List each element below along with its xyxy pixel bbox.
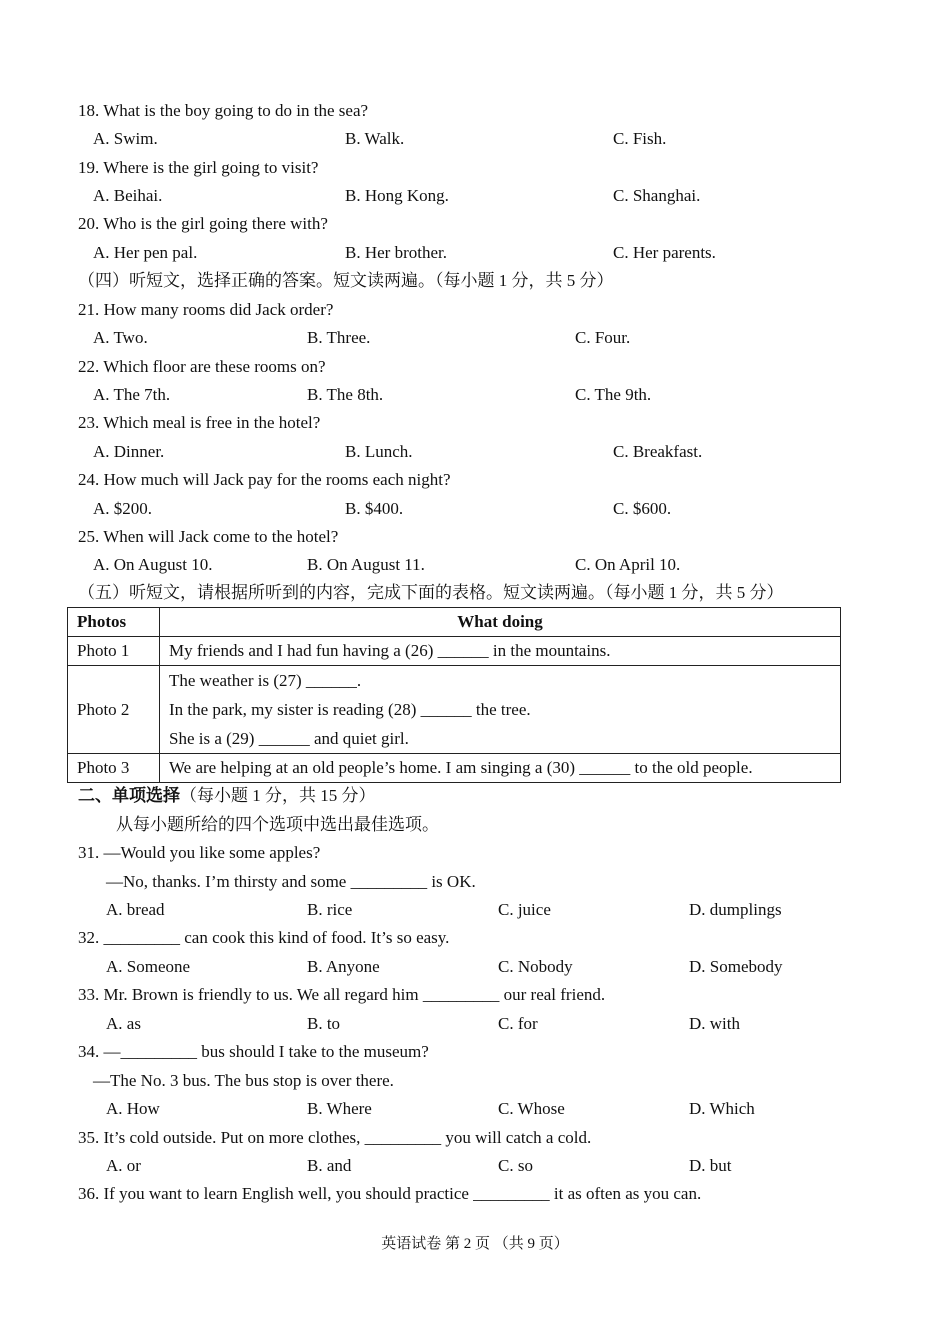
- question-stem: 20. Who is the girl going there with?: [78, 214, 328, 233]
- photos-table: [67, 607, 841, 783]
- option-b: B. $400.: [345, 499, 404, 518]
- table-header-what-doing: What doing: [160, 608, 841, 637]
- option-d: D. dumplings: [689, 900, 782, 919]
- option-c: C. so: [498, 1156, 533, 1175]
- question-stem: 18. What is the boy going to do in the sea?: [78, 101, 369, 120]
- option-a: A. or: [106, 1156, 141, 1175]
- question-stem: 21. How many rooms did Jack order?: [78, 300, 334, 319]
- option-c: C. On April 10.: [575, 555, 681, 574]
- option-c: C. Breakfast.: [613, 442, 703, 461]
- page-footer: 英语试卷 第 2 页 （共 9 页）: [381, 1236, 569, 1252]
- option-c: C. Shanghai.: [613, 186, 701, 205]
- table-cell-photo: Photo 3: [68, 754, 160, 783]
- part-heading: [78, 786, 376, 806]
- option-b: B. Her brother.: [345, 243, 447, 262]
- question-stem-line2: —The No. 3 bus. The bus stop is over there.: [93, 1071, 394, 1090]
- question-stem: 34. —_________ bus should I take to the museum?: [78, 1042, 429, 1061]
- option-c: C. for: [498, 1014, 538, 1033]
- option-c: C. Four.: [575, 328, 631, 347]
- option-b: B. The 8th.: [307, 385, 384, 404]
- option-b: B. Anyone: [307, 957, 380, 976]
- option-b: B. Lunch.: [345, 442, 413, 461]
- option-a: A. Beihai.: [93, 186, 163, 205]
- option-b: B. rice: [307, 900, 353, 919]
- table-header-photos: Photos: [68, 608, 160, 637]
- option-d: D. Which: [689, 1099, 755, 1118]
- option-a: A. The 7th.: [93, 385, 171, 404]
- option-c: C. The 9th.: [575, 385, 652, 404]
- question-stem: 23. Which meal is free in the hotel?: [78, 413, 321, 432]
- option-b: B. Hong Kong.: [345, 186, 449, 205]
- option-b: B. and: [307, 1156, 352, 1175]
- option-b: B. to: [307, 1014, 341, 1033]
- option-b: B. On August 11.: [307, 555, 425, 574]
- table-cell-photo: Photo 2: [68, 666, 160, 754]
- option-a: A. bread: [106, 900, 165, 919]
- option-d: D. Somebody: [689, 957, 783, 976]
- option-a: A. as: [106, 1014, 141, 1033]
- option-a: A. On August 10.: [93, 555, 213, 574]
- option-d: D. but: [689, 1156, 732, 1175]
- option-c: C. juice: [498, 900, 551, 919]
- table-cell-text: [160, 666, 841, 754]
- section-heading: （五）听短文，请根据所听到的内容，完成下面的表格。短文读两遍。（每小题 1 分，共 5 分）: [78, 583, 784, 602]
- question-stem: 19. Where is the girl going to visit?: [78, 158, 319, 177]
- option-b: B. Three.: [307, 328, 371, 347]
- option-c: C. Fish.: [613, 129, 667, 148]
- option-a: A. Someone: [106, 957, 191, 976]
- option-c: C. Her parents.: [613, 243, 716, 262]
- option-a: A. Two.: [93, 328, 148, 347]
- option-c: C. Nobody: [498, 957, 573, 976]
- option-b: B. Walk.: [345, 129, 405, 148]
- table-cell-photo: Photo 1: [68, 637, 160, 666]
- table-line: The weather is (27) ______.: [169, 671, 362, 690]
- part-title: 二、单项选择: [78, 786, 180, 805]
- question-stem-line2: —No, thanks. I’m thirsty and some _________ is OK.: [106, 872, 476, 891]
- option-d: D. with: [689, 1014, 740, 1033]
- table-line: In the park, my sister is reading (28) ______ the tree.: [169, 700, 531, 719]
- option-b: B. Where: [307, 1099, 372, 1118]
- question-stem: 33. Mr. Brown is friendly to us. We all regard him _________ our real friend.: [78, 985, 606, 1004]
- question-stem: 31. —Would you like some apples?: [78, 843, 321, 862]
- option-a: A. How: [106, 1099, 160, 1118]
- question-stem: 24. How much will Jack pay for the rooms each night?: [78, 470, 451, 489]
- table-line: She is a (29) ______ and quiet girl.: [169, 729, 409, 748]
- option-a: A. $200.: [93, 499, 153, 518]
- table-cell-text: My friends and I had fun having a (26) ______ in the mountains.: [160, 637, 841, 666]
- question-stem: 35. It’s cold outside. Put on more clothes, _________ you will catch a cold.: [78, 1128, 592, 1147]
- section-heading: （四）听短文，选择正确的答案。短文读两遍。（每小题 1 分，共 5 分）: [78, 271, 614, 290]
- option-c: C. Whose: [498, 1099, 565, 1118]
- question-stem: 32. _________ can cook this kind of food. It’s so easy.: [78, 928, 450, 947]
- option-c: C. $600.: [613, 499, 672, 518]
- question-stem: 25. When will Jack come to the hotel?: [78, 527, 339, 546]
- option-a: A. Her pen pal.: [93, 243, 198, 262]
- table-cell-text: We are helping at an old people’s home. I am singing a (30) ______ to the old people.: [160, 754, 841, 783]
- part-note: （每小题 1 分，共 15 分）: [180, 786, 376, 805]
- option-a: A. Swim.: [93, 129, 158, 148]
- option-a: A. Dinner.: [93, 442, 165, 461]
- part-instruction: 从每小题所给的四个选项中选出最佳选项。: [116, 815, 439, 834]
- question-stem: 22. Which floor are these rooms on?: [78, 357, 326, 376]
- question-stem: 36. If you want to learn English well, you should practice _________ it as often as you can.: [78, 1184, 702, 1203]
